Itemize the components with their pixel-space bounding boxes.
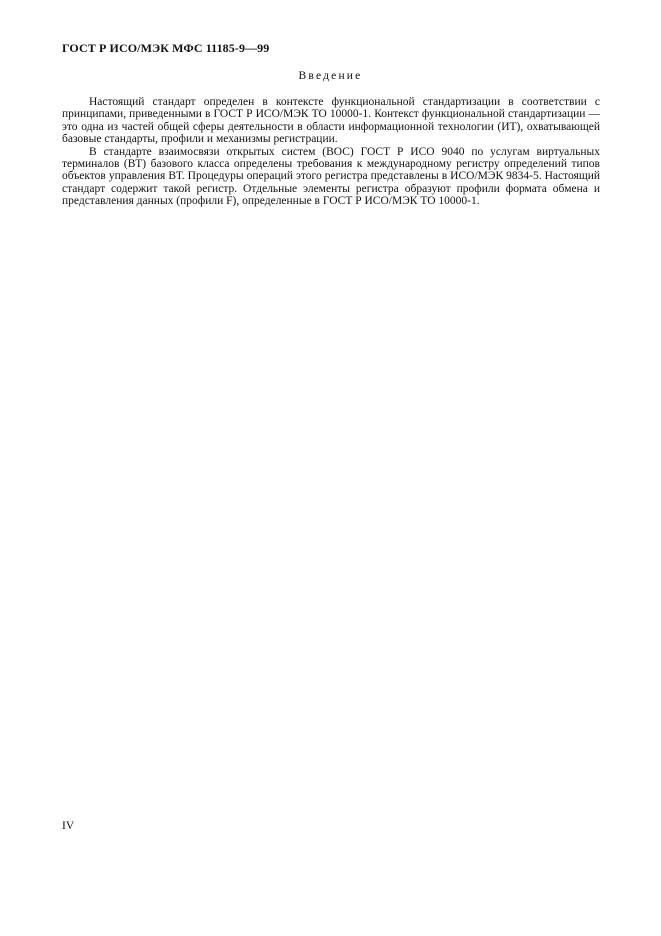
introduction-body <box>62 96 600 208</box>
page-number: IV <box>62 820 75 832</box>
document-code-header: ГОСТ Р ИСО/МЭК МФС 11185-9—99 <box>62 41 270 55</box>
section-title-introduction: Введение <box>298 70 363 82</box>
introduction-paragraph-1: Настоящий стандарт определен в контексте функциональной стандартизации в соответствии с принципами, приведенными в ГОСТ Р ИСО/МЭК ТО 10000-1. Контекст функциональной стандартизации — это одна из частей общей сферы деятельности в области информационной технологии (ИТ), охватывающей базовые стандарты, профили и механизмы регистрации. <box>62 96 600 146</box>
introduction-paragraph-2: В стандарте взаимосвязи открытых систем (ВОС) ГОСТ Р ИСО 9040 по услугам виртуальных терминалов (ВТ) базового класса определены требования к международному регистру определений типов объектов управления ВТ. Процедуры операций этого регистра представлены в ИСО/МЭК 9834-5. Настоящий стандарт содержит такой регистр. Отдельные элементы регистра образуют профили формата обмена и представления данных (профили F), определенные в ГОСТ Р ИСО/МЭК ТО 10000-1. <box>62 145 600 208</box>
